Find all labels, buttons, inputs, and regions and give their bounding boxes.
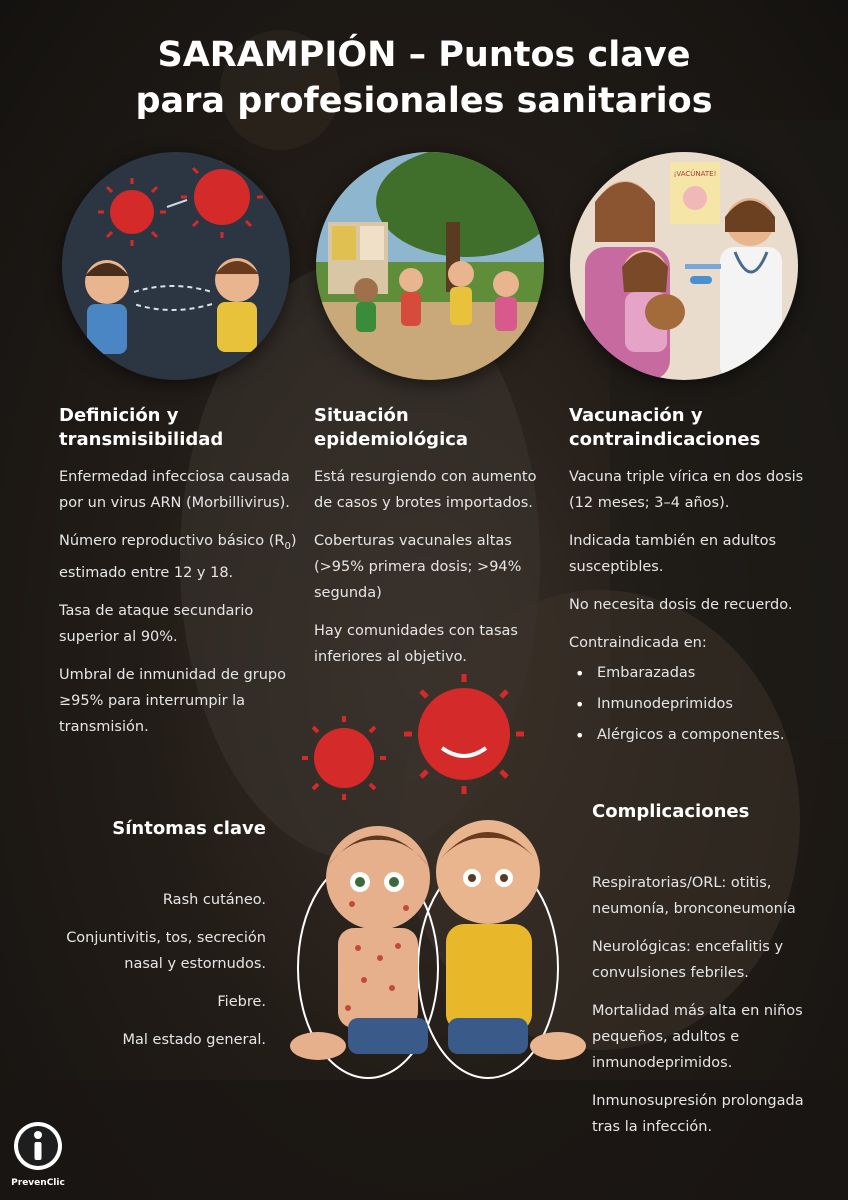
definition-text-4: Umbral de inmunidad de grupo ≥95% para interrumpir la transmisión.	[59, 666, 286, 735]
complications-text-3: Mortalidad más alta en niños pequeños, adultos e inmunodeprimidos.	[592, 1003, 803, 1071]
epidemiology-section	[314, 404, 544, 682]
page-title	[0, 32, 848, 124]
vaccination-text-4: Contraindicada en:	[569, 635, 707, 651]
symptoms-text-1: Rash cutáneo.	[162, 892, 266, 908]
sick-children-illustration	[288, 808, 594, 1086]
transmission-illustration	[62, 152, 290, 380]
definition-text-2b: ) estimado entre 12 y 18.	[59, 533, 297, 581]
definition-heading	[59, 404, 299, 452]
definition-text-2a: Número reproductivo básico (R	[59, 533, 285, 549]
virus-group	[300, 672, 540, 812]
logo-label: PrevenClic	[11, 1178, 65, 1188]
complications-section	[592, 800, 828, 1152]
definition-heading-line-2: transmisibilidad	[59, 429, 224, 450]
vaccination-heading-line-2: contraindicaciones	[569, 429, 761, 450]
symptoms-text-2: Conjuntivitis, tos, secreción nasal y estornudos.	[66, 930, 266, 972]
symptoms-text-4: Mal estado general.	[122, 1032, 266, 1048]
epidemiology-illustration	[316, 152, 544, 380]
virus-icon	[302, 716, 386, 800]
contraindications-list	[569, 658, 819, 751]
complications-text-4: Inmunosupresión prolongada tras la infección.	[592, 1093, 804, 1135]
symptoms-text-3: Fiebre.	[217, 994, 266, 1010]
epidemiology-heading-line-2: epidemiológica	[314, 429, 469, 450]
logo-icon	[12, 1120, 64, 1172]
symptoms-heading: Síntomas clave	[112, 818, 266, 839]
vaccination-text-3: No necesita dosis de recuerdo.	[569, 597, 793, 613]
complications-heading: Complicaciones	[592, 801, 750, 822]
vaccination-text-2: Indicada también en adultos susceptibles.	[569, 533, 777, 575]
list-item: • Inmunodeprimidos	[597, 689, 819, 720]
vaccination-heading-line-1: Vacunación y	[569, 405, 703, 426]
definition-text-2	[59, 528, 299, 586]
list-item: • Alérgicos a componentes.	[597, 720, 819, 751]
complications-text-1: Respiratorias/ORL: otitis, neumonía, bronconeumonía	[592, 875, 796, 917]
epidemiology-text-1: Está resurgiendo con aumento de casos y brotes importados.	[314, 469, 537, 511]
vaccination-section	[569, 404, 819, 751]
definition-section	[59, 404, 299, 752]
epidemiology-text-2: Coberturas vacunales altas (>95% primera dosis; >94% segunda)	[314, 533, 522, 601]
vaccination-illustration	[570, 152, 798, 380]
virus-icon	[404, 674, 524, 794]
title-line-1: SARAMPIÓN – Puntos clave	[157, 35, 691, 75]
title-line-2: para profesionales sanitarios	[135, 81, 713, 121]
complications-text-2: Neurológicas: encefalitis y convulsiones febriles.	[592, 939, 784, 981]
vaccination-poster	[670, 162, 720, 224]
epidemiology-heading-line-1: Situación	[314, 405, 409, 426]
definition-text-1: Enfermedad infecciosa causada por un virus ARN (Morbillivirus).	[59, 469, 290, 511]
definition-heading-line-1: Definición y	[59, 405, 179, 426]
list-item: • Embarazadas	[597, 658, 819, 689]
poster-text: ¡VACÚNATE!	[673, 170, 717, 178]
epidemiology-text-3: Hay comunidades con tasas inferiores al objetivo.	[314, 623, 518, 665]
vaccination-heading	[569, 404, 819, 452]
symptoms-section	[44, 817, 266, 1065]
epidemiology-heading	[314, 404, 544, 452]
definition-text-3: Tasa de ataque secundario superior al 90%.	[59, 602, 254, 645]
definition-text-2-subscript: 0	[284, 540, 291, 552]
prevenclic-logo	[10, 1120, 66, 1188]
vaccination-text-1: Vacuna triple vírica en dos dosis (12 meses; 3–4 años).	[569, 469, 804, 511]
